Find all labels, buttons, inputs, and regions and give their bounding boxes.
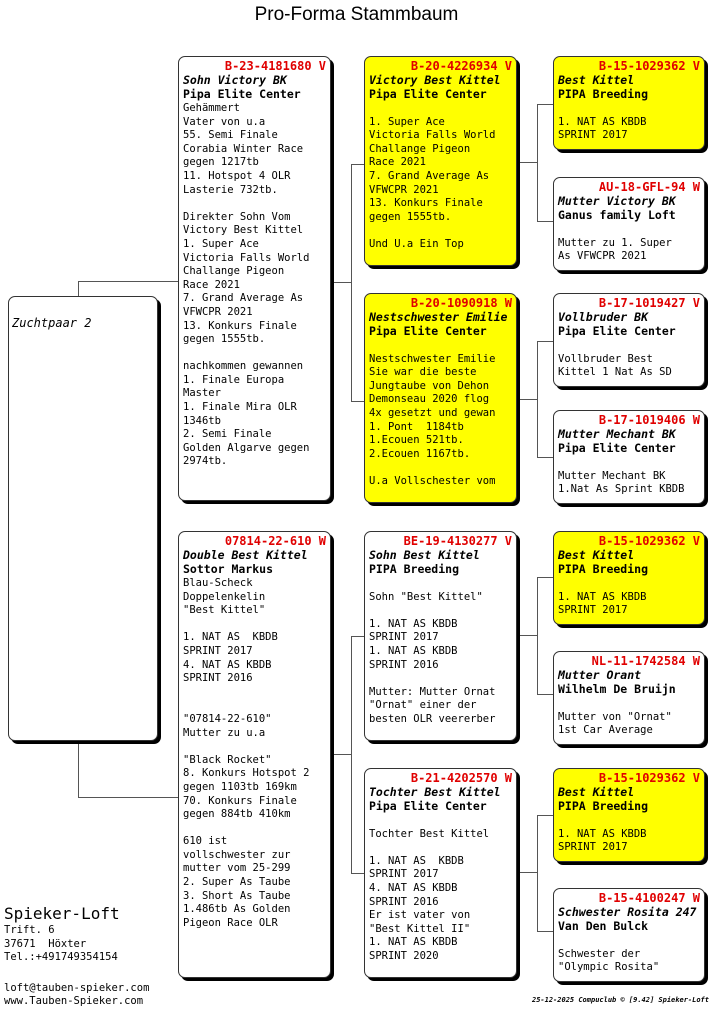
pigeon-name: Victory Best Kittel <box>369 73 501 87</box>
pedigree-card-dam-dam <box>364 768 517 978</box>
pedigree-card-dds <box>553 768 705 862</box>
breeder-name: Pipa Elite Center <box>369 324 487 338</box>
ring-number: B-15-1029362 V <box>598 59 700 73</box>
ring-number: B-15-1029362 V <box>598 534 700 548</box>
breeder-name: Pipa Elite Center <box>183 87 301 101</box>
connector-line <box>517 872 537 873</box>
pigeon-name: Vollbruder BK <box>558 310 649 324</box>
ring-number: B-20-4226934 V <box>410 59 512 73</box>
ring-number: B-17-1019406 W <box>598 413 700 427</box>
connector-line <box>351 164 352 402</box>
connector-line <box>351 873 364 874</box>
pigeon-notes: 1. NAT AS KBDB SPRINT 2017 <box>558 590 647 617</box>
connector-line <box>537 341 538 458</box>
connector-line <box>351 164 364 165</box>
connector-line <box>351 636 352 874</box>
loft-website[interactable]: www.Tauben-Spieker.com <box>4 995 144 1007</box>
connector-line <box>537 694 553 695</box>
breeding-pair-card <box>8 296 158 741</box>
connector-line <box>351 636 364 637</box>
connector-line <box>331 282 351 283</box>
breeder-name: Pipa Elite Center <box>558 324 676 338</box>
pedigree-card-dss <box>553 531 705 625</box>
pigeon-notes: Mutter von "Ornat" 1st Car Average <box>558 710 672 737</box>
breeder-name: Ganus family Loft <box>558 208 676 222</box>
breeder-name: Pipa Elite Center <box>369 799 487 813</box>
ring-number: B-15-1029362 V <box>598 771 700 785</box>
pigeon-name: Nestschwester Emilie <box>369 310 508 324</box>
pedigree-card-sdd <box>553 410 705 504</box>
pigeon-notes: Mutter Mechant BK 1.Nat As Sprint KBDB <box>558 469 685 496</box>
pedigree-card-dam-sire <box>364 531 517 741</box>
connector-line <box>537 931 553 932</box>
breeder-name: PIPA Breeding <box>369 562 460 576</box>
pigeon-notes: Tochter Best Kittel 1. NAT AS KBDB SPRINT 2017 4. NAT AS KBDB SPRINT 2016 Er ist vater von "Best Kittel II" 1. NAT AS KBDB SPRINT 2020 <box>369 827 490 962</box>
pedigree-card-dsd <box>553 651 705 745</box>
ring-number: BE-19-4130277 V <box>403 534 512 548</box>
pigeon-name: Mutter Mechant BK <box>558 427 676 441</box>
pigeon-name: Best Kittel <box>558 73 635 87</box>
breeder-name: Pipa Elite Center <box>369 87 487 101</box>
connector-line <box>517 162 537 163</box>
connector-line <box>537 104 538 222</box>
breeder-name: Sottor Markus <box>183 562 274 576</box>
breeder-name: Pipa Elite Center <box>558 441 676 455</box>
pigeon-notes: Mutter zu 1. Super As VFWCPR 2021 <box>558 236 672 263</box>
pigeon-name: Best Kittel <box>558 785 635 799</box>
connector-line <box>537 221 553 222</box>
breeder-name: Van Den Bulck <box>558 919 649 933</box>
loft-email[interactable]: loft@tauben-spieker.com <box>4 982 150 994</box>
connector-line <box>537 577 538 695</box>
footer-credit: 25-12-2025 Compuclub © [9.42] Spieker-Loft <box>531 996 709 1004</box>
connector-line <box>517 399 537 400</box>
loft-street: Trift. 6 <box>4 924 55 936</box>
ring-number: 07814-22-610 W <box>224 534 326 548</box>
loft-contact <box>4 982 149 1008</box>
loft-name: Spieker-Loft <box>4 904 120 923</box>
pigeon-notes: Schwester der "Olympic Rosita" <box>558 947 660 974</box>
connector-line <box>78 281 178 282</box>
connector-line <box>517 635 537 636</box>
breeder-name: PIPA Breeding <box>558 87 649 101</box>
pedigree-card-dam <box>178 531 331 978</box>
pigeon-notes: Nestschwester Emilie Sie war die beste Jungtaube von Dehon Demonseau 2020 flog 4x gesetzt und gewan 1. Pont 1184tb 1.Ecouen 521tb. 2.Ecouen 1167tb. U.a Vollschester vom <box>369 352 496 487</box>
pigeon-notes: 1. Super Ace Victoria Falls World Challange Pigeon Race 2021 7. Grand Average As VFWCPR 2021 13. Konkurs Finale gegen 1555tb. Und U.a Ein Top <box>369 115 496 250</box>
ring-number: B-21-4202570 W <box>410 771 512 785</box>
connector-line <box>537 815 553 816</box>
pedigree-card-sire <box>178 56 331 501</box>
breeder-name: Wilhelm De Bruijn <box>558 682 676 696</box>
pigeon-notes: Sohn "Best Kittel" 1. NAT AS KBDB SPRINT 2017 1. NAT AS KBDB SPRINT 2016 Mutter: Mutter Ornat "Ornat" einer der besten OLR veererber <box>369 590 496 725</box>
ring-number: B-15-4100247 W <box>598 891 700 905</box>
pedigree-card-ddd <box>553 888 705 982</box>
connector-line <box>537 457 553 458</box>
pigeon-name: Sohn Victory BK <box>183 73 287 87</box>
pedigree-card-ssd <box>553 177 705 271</box>
pigeon-name: Double Best Kittel <box>183 548 308 562</box>
pedigree-card-sds <box>553 293 705 387</box>
breeding-pair-label: Zuchtpaar 2 <box>12 316 92 330</box>
pigeon-notes: Blau-Scheck Doppelenkelin "Best Kittel" 1. NAT AS KBDB SPRINT 2017 4. NAT AS KBDB SPRINT 2016 "07814-22-610" Mutter zu u.a "Black Rocket" 8. Konkurs Hotspot 2 gegen 1103tb 169km 70. Konkurs Finale gegen 884tb 410km 610 ist vollschwester zur mutter vom 25-299 2. Super As Taube 3. Short As Taube 1.486tb As Golden Pigeon Race OLR <box>183 577 310 929</box>
ring-number: B-17-1019427 V <box>598 296 700 310</box>
pigeon-name: Mutter Victory BK <box>558 194 676 208</box>
pigeon-name: Schwester Rosita 247 <box>558 905 697 919</box>
breeder-name: PIPA Breeding <box>558 562 649 576</box>
pigeon-name: Tochter Best Kittel <box>369 785 501 799</box>
ring-number: B-20-1090918 W <box>410 296 512 310</box>
pigeon-notes: Gehämmert Vater von u.a 55. Semi Finale Corabia Winter Race gegen 1217tb 11. Hotspot 4 OLR Lasterie 732tb. Direkter Sohn Vom Victory Best Kittel 1. Super Ace Victoria Falls World Challange Pigeon Race 2021 7. Grand Average As VFWCPR 2021 13. Konkurs Finale gegen 1555tb. nachkommen gewannen 1. Finale Europa Master 1. Finale Mira OLR 1346tb 2. Semi Finale Golden Algarve gegen 2974tb. <box>183 102 310 468</box>
connector-line <box>537 577 553 578</box>
pedigree-card-sire-dam <box>364 293 517 503</box>
pigeon-notes: 1. NAT AS KBDB SPRINT 2017 <box>558 827 647 854</box>
pigeon-notes: 1. NAT AS KBDB SPRINT 2017 <box>558 115 647 142</box>
loft-city: 37671 Höxter <box>4 937 87 950</box>
connector-line <box>537 341 553 342</box>
connector-line <box>331 754 351 755</box>
pigeon-name: Best Kittel <box>558 548 635 562</box>
pedigree-card-sire-sire <box>364 56 517 266</box>
connector-line <box>351 401 364 402</box>
connector-line <box>78 741 79 797</box>
ring-number: NL-11-1742584 W <box>591 654 700 668</box>
ring-number: AU-18-GFL-94 W <box>598 180 700 194</box>
connector-line <box>537 815 538 932</box>
loft-phone: Tel.:+491749354154 <box>4 951 118 964</box>
connector-line <box>78 281 79 296</box>
pedigree-card-sss <box>553 56 705 150</box>
page-title: Pro-Forma Stammbaum <box>254 4 459 25</box>
connector-line <box>78 797 178 798</box>
pigeon-name: Mutter Orant <box>558 668 642 682</box>
connector-line <box>537 104 553 105</box>
pigeon-name: Sohn Best Kittel <box>369 548 480 562</box>
pigeon-notes: Vollbruder Best Kittel 1 Nat As SD <box>558 352 672 379</box>
loft-address <box>4 924 118 965</box>
ring-number: B-23-4181680 V <box>224 59 326 73</box>
breeder-name: PIPA Breeding <box>558 799 649 813</box>
